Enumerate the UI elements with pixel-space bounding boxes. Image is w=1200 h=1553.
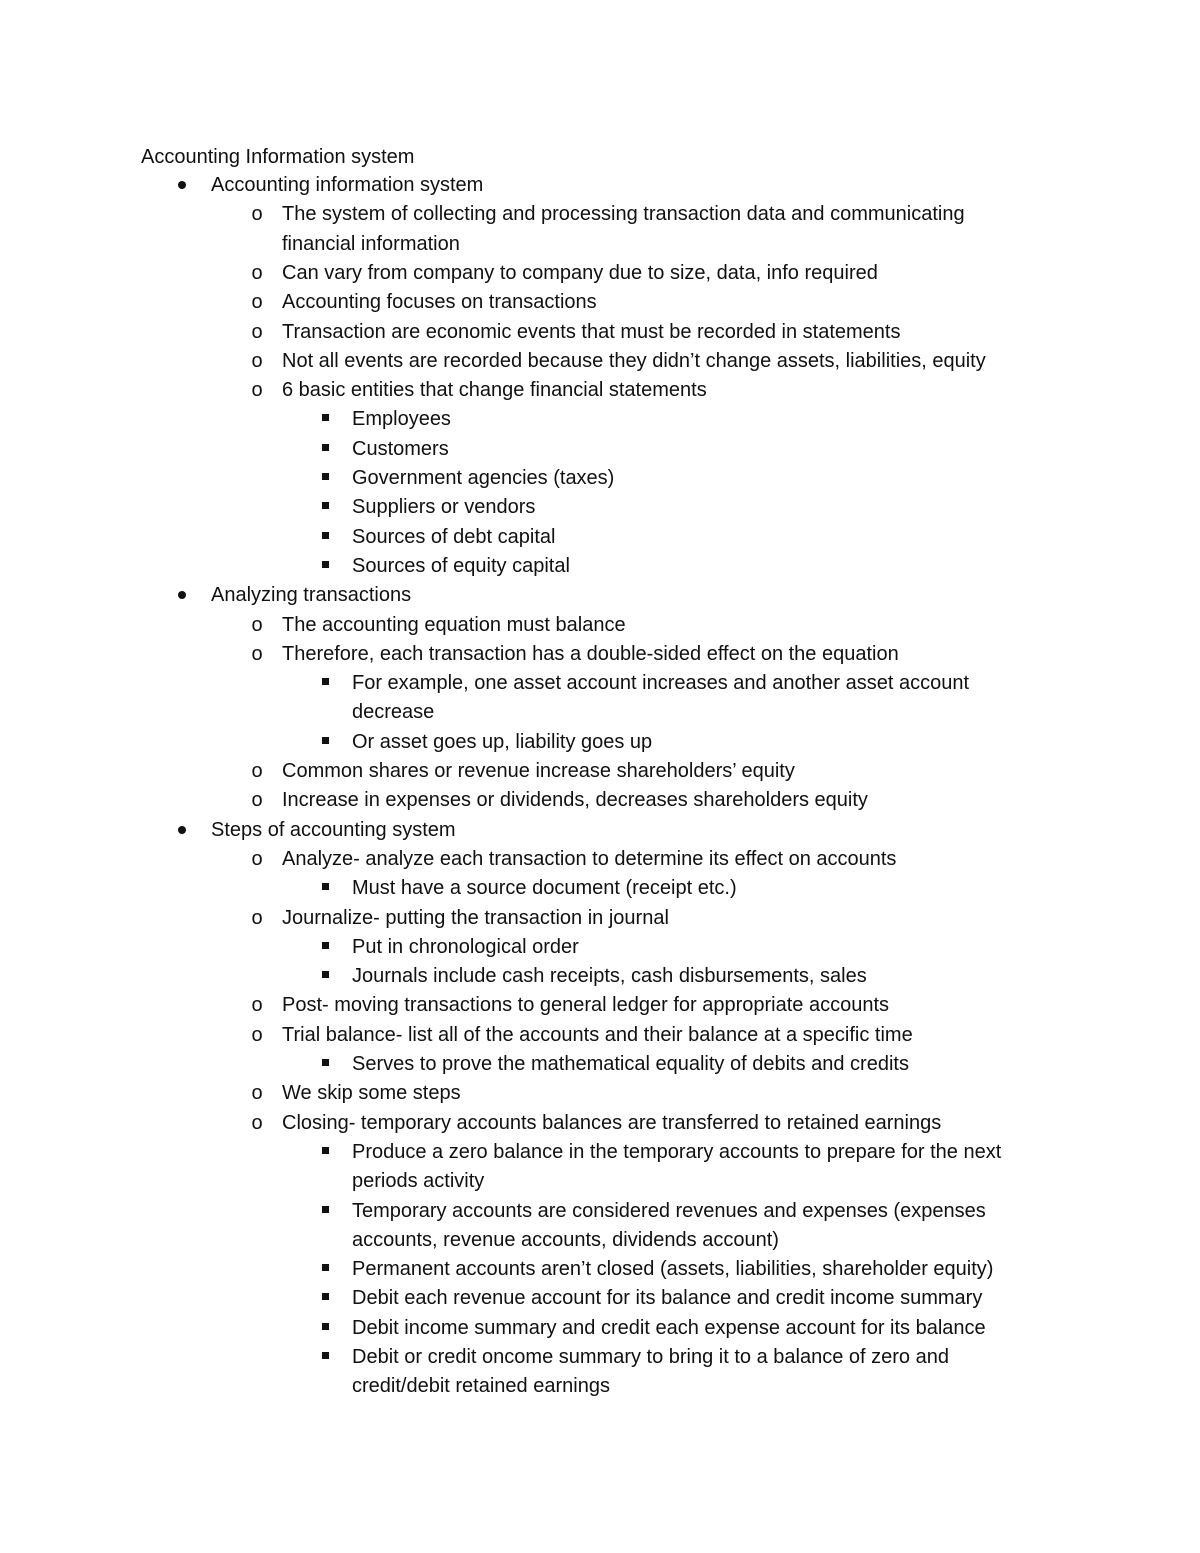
outline-item-level-2: Accounting focuses on transactions (282, 291, 597, 314)
bullet-circle-icon: o (251, 994, 263, 1017)
bullet-circle-icon: o (251, 379, 263, 402)
outline-item-level-3: periods activity (352, 1170, 485, 1193)
bullet-square-icon (322, 532, 329, 539)
bullet-square-icon (322, 502, 329, 509)
bullet-circle-icon: o (251, 789, 263, 812)
outline-item-level-2: Can vary from company to company due to size, data, info required (282, 261, 878, 284)
outline-item-level-3: Temporary accounts are considered revenues and expenses (expenses (352, 1199, 986, 1222)
outline-item-level-3: Employees (352, 408, 451, 431)
bullet-square-icon (322, 1264, 329, 1271)
bullet-circle-icon: o (251, 1023, 263, 1046)
bullet-square-icon (322, 1352, 329, 1359)
outline-item-level-2: Not all events are recorded because they didn’t change assets, liabilities, equity (282, 349, 986, 372)
bullet-square-icon (322, 561, 329, 568)
bullet-circle-icon: o (251, 642, 263, 665)
outline-item-level-3: Debit income summary and credit each expense account for its balance (352, 1316, 986, 1339)
outline-item-level-2: Therefore, each transaction has a double-sided effect on the equation (282, 642, 899, 665)
bullet-square-icon (322, 414, 329, 421)
outline-item-level-3: Put in chronological order (352, 935, 579, 958)
outline-item-level-2: financial information (282, 232, 460, 255)
bullet-circle-icon: o (251, 320, 263, 343)
bullet-dot-icon (178, 181, 186, 189)
outline-item-level-2: Journalize- putting the transaction in journal (282, 906, 669, 929)
outline-item-level-2: 6 basic entities that change financial statements (282, 379, 707, 402)
outline-item-level-3: accounts, revenue accounts, dividends account) (352, 1228, 779, 1251)
outline-item-level-3: Must have a source document (receipt etc.) (352, 877, 737, 900)
bullet-square-icon (322, 737, 329, 744)
outline-item-level-3: Customers (352, 437, 449, 460)
bullet-square-icon (322, 473, 329, 480)
bullet-square-icon (322, 1059, 329, 1066)
outline-item-level-3: Debit each revenue account for its balance and credit income summary (352, 1287, 983, 1310)
outline-item-level-3: Journals include cash receipts, cash disbursements, sales (352, 965, 867, 988)
outline-item-level-1: Accounting information system (211, 174, 484, 196)
outline-item-level-3: Debit or credit oncome summary to bring it to a balance of zero and (352, 1346, 949, 1368)
outline-item-level-2: Trial balance- list all of the accounts and their balance at a specific time (282, 1023, 913, 1046)
outline-item-level-3: Suppliers or vendors (352, 496, 536, 519)
outline-item-level-3: Serves to prove the mathematical equality of debits and credits (352, 1053, 909, 1075)
outline-item-level-3: Government agencies (taxes) (352, 467, 615, 489)
bullet-square-icon (322, 942, 329, 949)
outline-item-level-3: For example, one asset account increases and another asset account (352, 672, 970, 695)
bullet-dot-icon (178, 591, 186, 599)
bullet-circle-icon: o (251, 906, 263, 929)
document-title: Accounting Information system (141, 146, 415, 168)
outline-item-level-3: decrease (352, 701, 435, 724)
bullet-circle-icon: o (251, 1111, 263, 1134)
bullet-square-icon (322, 1206, 329, 1213)
bullet-square-icon (322, 1147, 329, 1154)
outline-item-level-2: The system of collecting and processing transaction data and communicating (282, 203, 965, 226)
outline-item-level-3: Produce a zero balance in the temporary accounts to prepare for the next (352, 1140, 1002, 1163)
bullet-circle-icon: o (251, 613, 263, 636)
bullet-square-icon (322, 883, 329, 890)
outline-item-level-2: Post- moving transactions to general ledger for appropriate accounts (282, 994, 890, 1017)
bullet-circle-icon: o (251, 760, 263, 782)
bullet-square-icon (322, 1293, 329, 1300)
outline-item-level-1: Analyzing transactions (211, 584, 412, 607)
bullet-square-icon (322, 1323, 329, 1330)
bullet-dot-icon (178, 826, 186, 834)
bullet-circle-icon: o (251, 1082, 263, 1105)
outline-item-level-2: Analyze- analyze each transaction to determine its effect on accounts (282, 847, 897, 870)
bullet-circle-icon: o (251, 847, 263, 870)
outline-item-level-1: Steps of accounting system (211, 818, 456, 841)
bullet-square-icon (322, 971, 329, 978)
bullet-square-icon (322, 678, 329, 685)
outline-item-level-2: Increase in expenses or dividends, decreases shareholders equity (282, 789, 868, 812)
bullet-square-icon (322, 444, 329, 451)
outline-item-level-3: credit/debit retained earnings (352, 1375, 610, 1398)
bullet-circle-icon: o (251, 203, 263, 226)
outline-item-level-3: Permanent accounts aren’t closed (assets, liabilities, shareholder equity) (352, 1258, 994, 1281)
outline-item-level-2: Common shares or revenue increase shareholders’ equity (282, 760, 795, 782)
outline-item-level-2: Closing- temporary accounts balances are transferred to retained earnings (282, 1111, 942, 1134)
bullet-circle-icon: o (251, 349, 263, 372)
outline-item-level-2: We skip some steps (282, 1082, 461, 1105)
outline-item-level-3: Sources of debt capital (352, 525, 556, 548)
outline-item-level-2: Transaction are economic events that must be recorded in statements (282, 320, 901, 343)
outline-item-level-3: Sources of equity capital (352, 554, 570, 577)
bullet-circle-icon: o (251, 291, 263, 314)
outline-item-level-2: The accounting equation must balance (282, 613, 626, 636)
outline-item-level-3: Or asset goes up, liability goes up (352, 730, 653, 753)
bullet-circle-icon: o (251, 261, 263, 284)
